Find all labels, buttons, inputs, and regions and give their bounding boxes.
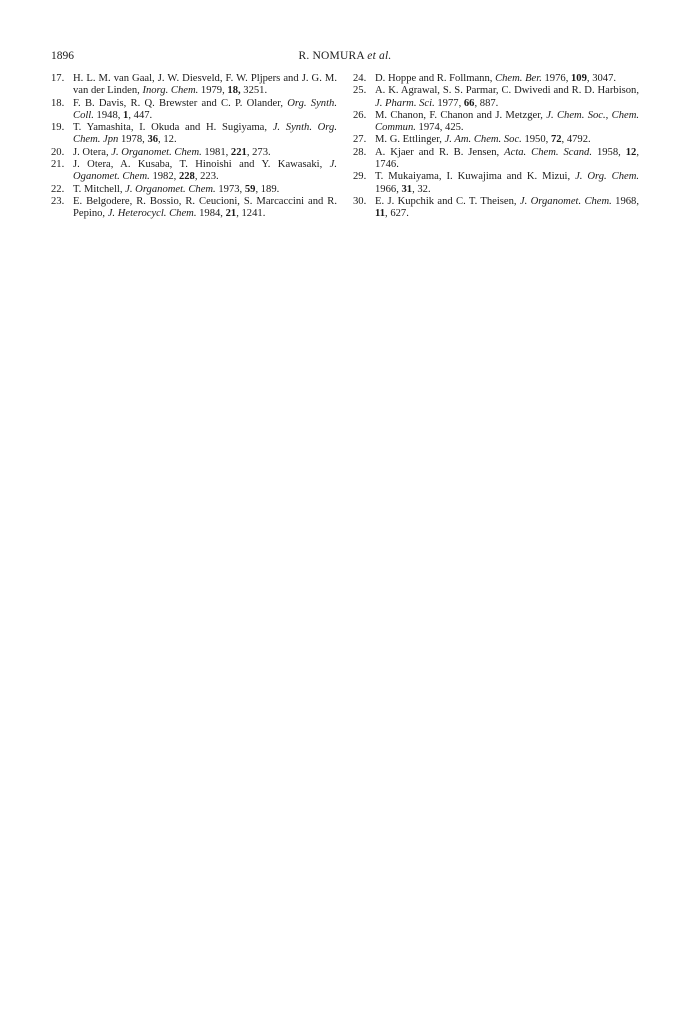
reference-number: 25. — [353, 85, 367, 97]
reference-entry — [353, 196, 639, 221]
reference-volume: 36 — [147, 134, 159, 146]
references-right-column — [353, 73, 639, 221]
reference-number: 18. — [51, 97, 65, 109]
reference-number: 29. — [353, 171, 367, 183]
reference-text: M. Chanon, F. Chanon and J. Metzger, — [375, 109, 547, 121]
reference-journal: J. Organomet. Chem. — [125, 183, 216, 195]
reference-entry — [51, 122, 337, 147]
running-head-authors: R. NOMURA — [298, 50, 365, 62]
reference-volume: 1 — [123, 109, 129, 121]
reference-text: 1974, 425. — [415, 122, 464, 134]
reference-number: 17. — [51, 73, 65, 84]
reference-text: T. Mitchell, — [73, 183, 126, 195]
reference-journal: J. Organomet. Chem. — [111, 146, 202, 158]
reference-entry — [353, 134, 639, 146]
reference-journal: J. Am. Chem. Soc. — [444, 134, 522, 146]
reference-text: , 447. — [128, 109, 153, 121]
reference-text: 1979, — [198, 85, 228, 97]
reference-text: 1948, — [93, 109, 124, 121]
reference-text: , 1746. — [375, 146, 639, 171]
reference-volume: 18, — [227, 85, 241, 97]
reference-journal: J. Synth. Org. Chem. Jpn — [73, 122, 337, 146]
running-head-etal: et al. — [367, 50, 392, 62]
reference-entry — [353, 73, 639, 85]
reference-text: , 12. — [158, 134, 177, 146]
reference-text: , 3047. — [586, 73, 617, 84]
reference-volume: 109 — [571, 73, 587, 84]
reference-entry — [51, 147, 337, 159]
page-header — [51, 50, 639, 66]
reference-volume: 21 — [225, 208, 237, 220]
reference-volume: 228 — [178, 171, 195, 183]
reference-entry — [51, 184, 337, 196]
reference-text: M. G. Ettlinger, — [375, 134, 445, 146]
reference-text: 1981, — [201, 146, 231, 158]
reference-number: 22. — [51, 183, 65, 195]
reference-number: 21. — [51, 159, 65, 171]
reference-entry — [353, 171, 639, 196]
reference-number: 30. — [353, 195, 367, 207]
reference-text: A. K. Agrawal, S. S. Parmar, C. Dwivedi and R. D. Harbison, — [375, 85, 639, 97]
reference-text: , 4792. — [561, 134, 591, 146]
reference-journal: J. Org. Chem. — [575, 171, 639, 183]
reference-text: , 627. — [385, 208, 409, 220]
page-number: 1896 — [51, 50, 74, 62]
reference-entry — [51, 159, 337, 184]
reference-text: A. Kjaer and R. B. Jensen, — [375, 146, 505, 158]
reference-journal: Org. Synth. Coll. — [73, 97, 337, 121]
reference-volume: 59 — [244, 183, 256, 195]
reference-journal: Chem. Ber. — [495, 73, 542, 84]
references-left-column — [51, 73, 337, 221]
reference-text: E. J. Kupchik and C. T. Theisen, — [375, 195, 520, 207]
reference-text: 1973, — [215, 183, 245, 195]
reference-journal: J. Heterocycl. Chem. — [107, 208, 197, 220]
reference-text: , 189. — [255, 183, 280, 195]
reference-volume: 72 — [550, 134, 562, 146]
reference-text: T. Yamashita, I. Okuda and H. Sugiyama, — [73, 122, 273, 134]
reference-journal: J. Pharm. Sci. — [375, 97, 435, 109]
reference-journal: J. Organomet. Chem. — [519, 195, 612, 207]
reference-text: 1982, — [149, 171, 179, 183]
reference-entry — [353, 85, 639, 110]
reference-text: J. Otera, A. Kusaba, T. Hinoishi and Y. Kawasaki, — [73, 159, 330, 171]
reference-text: , 273. — [246, 146, 271, 158]
reference-text: D. Hoppe and R. Follmann, — [375, 73, 496, 84]
reference-journal: J. Chem. Soc., Chem. Commun. — [375, 109, 639, 134]
reference-entry — [51, 73, 337, 98]
reference-number: 28. — [353, 146, 367, 158]
reference-volume: 12 — [625, 146, 637, 158]
reference-text: J. Otera, — [73, 146, 112, 158]
reference-text: H. L. M. van Gaal, J. W. Diesveld, F. W. Pljpers and J. G. M. van der Linden, — [73, 73, 337, 97]
reference-text: 1977, — [434, 97, 464, 109]
reference-number: 19. — [51, 122, 65, 134]
reference-entry — [51, 98, 337, 123]
reference-text: E. Belgodere, R. Bossio, R. Ceucioni, S. Marcaccini and R. Pepino, — [73, 195, 337, 220]
reference-entry — [353, 147, 639, 172]
reference-number: 20. — [51, 146, 65, 158]
reference-volume: 66 — [463, 97, 475, 109]
reference-text: 1968, — [611, 195, 640, 207]
reference-text: 3251. — [240, 85, 268, 97]
reference-number: 24. — [353, 73, 367, 84]
reference-number: 23. — [51, 195, 65, 207]
reference-text: 1958, — [592, 146, 626, 158]
reference-text: , 223. — [194, 171, 219, 183]
reference-text: , 887. — [474, 97, 499, 109]
reference-entry — [51, 196, 337, 221]
reference-entry — [353, 110, 639, 135]
reference-text: 1966, — [375, 183, 402, 195]
running-head — [51, 50, 639, 62]
reference-text: 1978, — [118, 134, 148, 146]
reference-text: T. Mukaiyama, I. Kuwajima and K. Mizui, — [375, 171, 576, 183]
reference-text: 1976, — [541, 73, 571, 84]
reference-number: 26. — [353, 109, 367, 121]
reference-text: 1950, — [521, 134, 551, 146]
reference-journal: Acta. Chem. Scand. — [504, 146, 593, 158]
reference-volume: 221 — [230, 146, 247, 158]
reference-text: 1984, — [196, 208, 226, 220]
reference-text: F. B. Davis, R. Q. Brewster and C. P. Olander, — [73, 97, 288, 109]
reference-number: 27. — [353, 134, 367, 146]
reference-volume: 31 — [401, 183, 413, 195]
reference-journal: J. Oganomet. Chem. — [73, 159, 337, 183]
reference-volume: 11 — [375, 208, 386, 220]
reference-text: , 1241. — [236, 208, 266, 220]
reference-journal: Inorg. Chem. — [142, 85, 199, 97]
reference-text: , 32. — [412, 183, 431, 195]
